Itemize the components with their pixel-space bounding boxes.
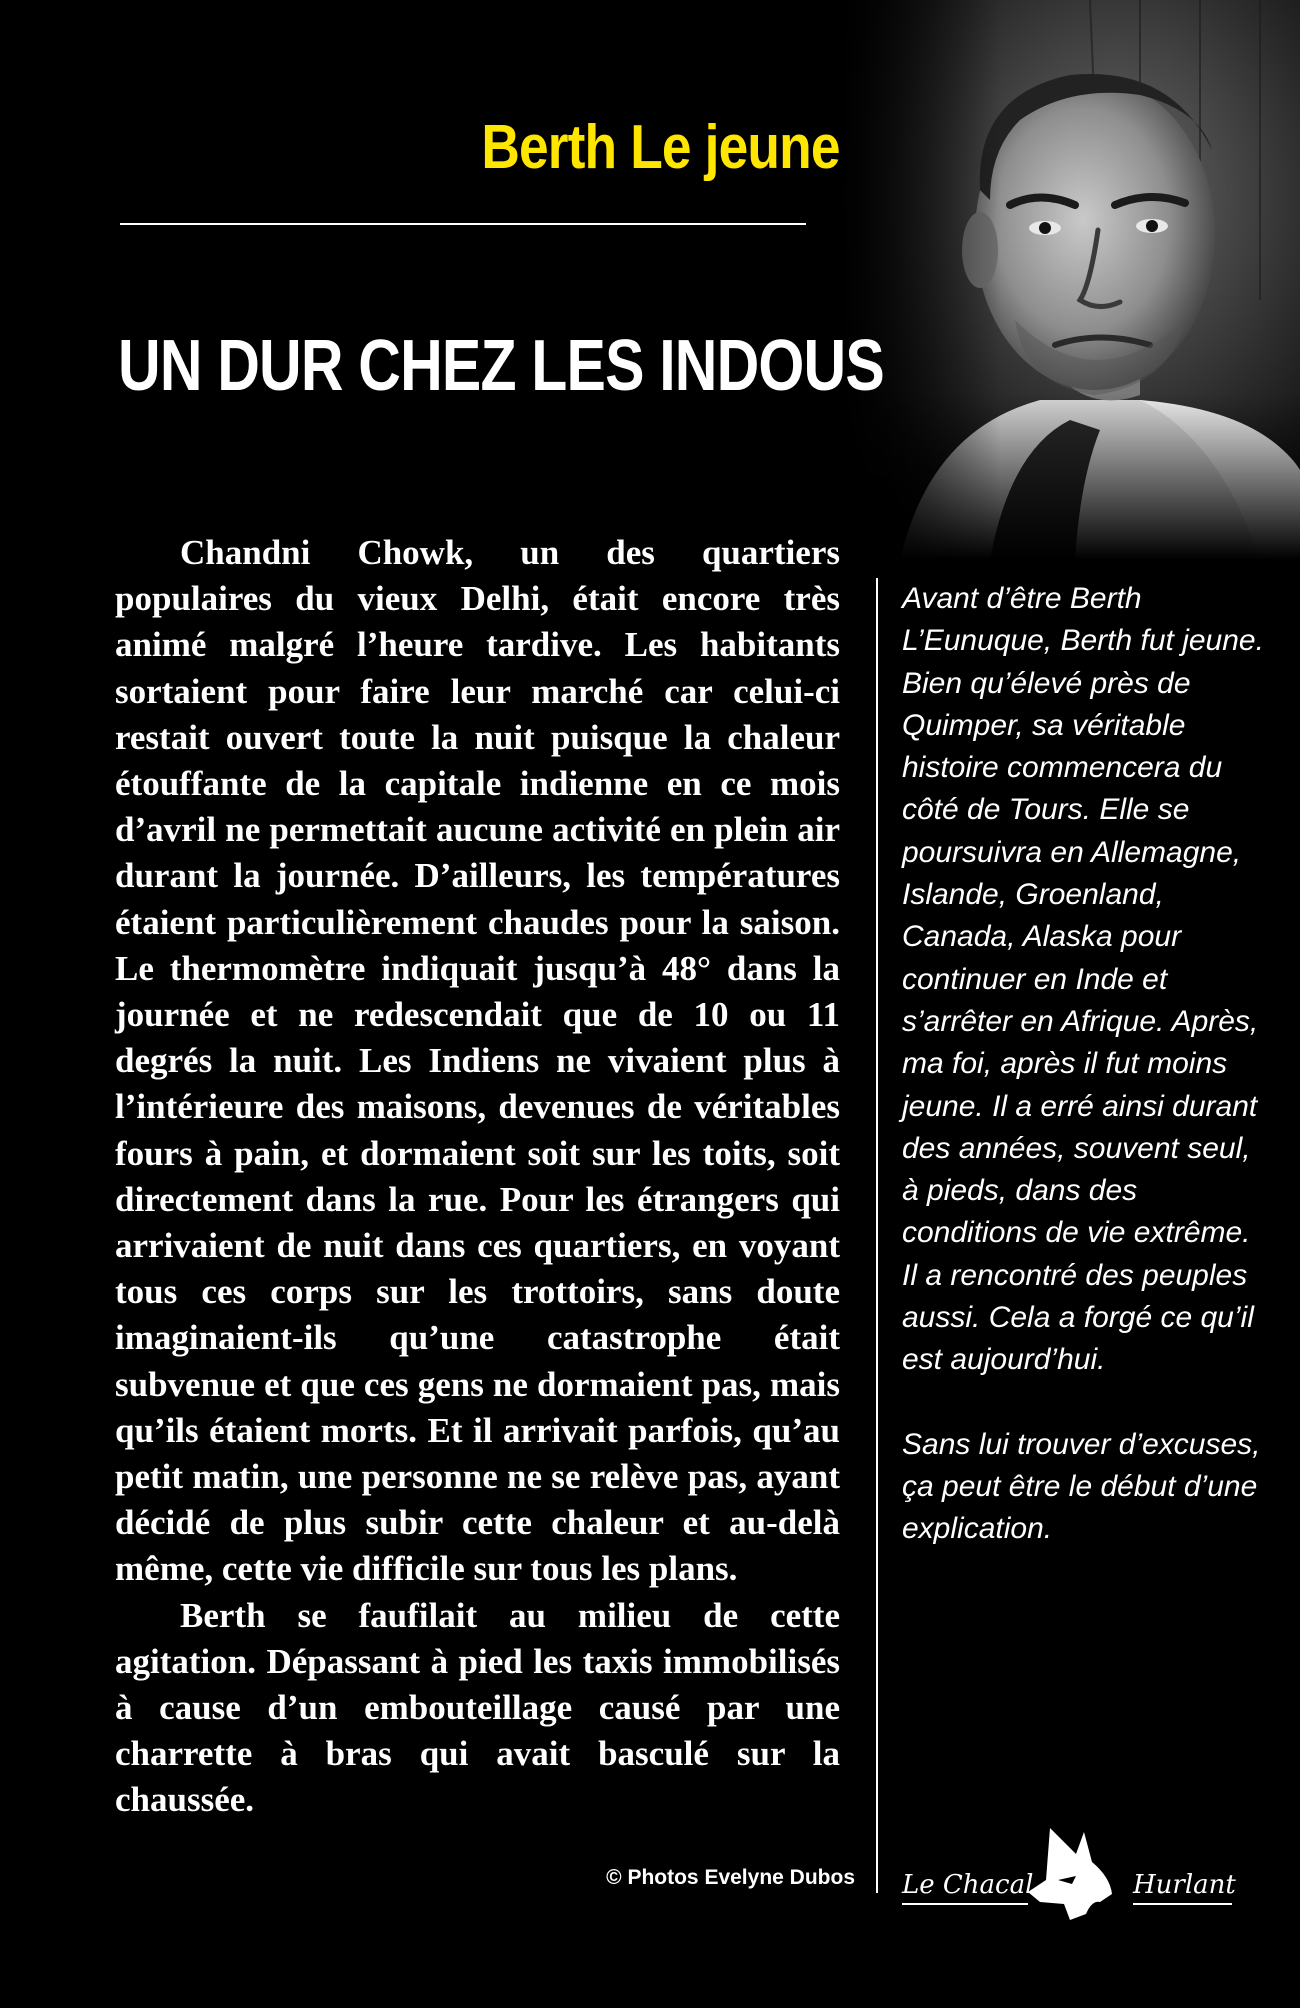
author-bio (902, 578, 1272, 1593)
photo-credit: © Photos Evelyne Dubos (606, 1866, 855, 1889)
publisher-name-left: Le Chacal (902, 1870, 1034, 1900)
bio-paragraph: Sans lui trouver d’excuses, ça peut être le début d’une explication. (902, 1427, 1261, 1546)
excerpt-text (115, 530, 840, 1824)
publisher-logo (900, 1822, 1235, 1922)
author-portrait-photo (840, 0, 1300, 560)
title-divider (120, 223, 806, 225)
bio-paragraph: Avant d’être Berth L’Eunuque, Berth fut jeune. Bien qu’élevé près de Quimper, sa véritable histoire commencera du côté de Tours. Elle se poursuivra en Allemagne, Islande, Groenland, Canada, Alaska pour continuer en Inde et s’arrêter en Afrique. Après, ma foi, après il fut moins jeune. Il a erré ainsi durant des années, souvent seul, à pieds, dans des conditions de vie extrême. Il a rencontré des peuples aussi. Cela a forgé ce qu’il est aujourd’hui. (902, 582, 1264, 1377)
column-divider (876, 578, 878, 1893)
excerpt-paragraph: Chandni Chowk, un des quartiers populaires du vieux Delhi, était encore très animé malgré l’heure tardive. Les habitants sortaient pour faire leur marché car celui-ci restait ouvert toute la nuit puisque la chaleur étouffante de la capitale indienne en ce mois d’avril ne permettait aucune activité en plein air durant la journée. D’ailleurs, les températures étaient particulièrement chaudes pour la saison. Le thermomètre indiquait jusqu’à 48° dans la journée et ne redescendait que de 10 ou 11 degrés la nuit. Les Indiens ne vivaient plus à l’intérieure des maisons, devenues de véritables fours à pain, et dormaient soit sur les toits, soit directement dans la rue. Pour les étrangers qui arrivaient de nuit dans ces quartiers, en voyant tous ces corps sur les trottoirs, sans doute imaginaient-ils qu’une catastrophe était subvenue et que ces gens ne dormaient pas, mais qu’ils étaient morts. Et il arrivait parfois, qu’au petit matin, une personne ne se relève pas, ayant décidé de plus subir cette chaleur et au-delà même, cette vie difficile sur tous les plans. (115, 533, 840, 1589)
excerpt-paragraph: Berth se faufilait au milieu de cette agitation. Dépassant à pied les taxis immobilisés à cause d’un embouteillage causé par une charrette à bras qui avait basculé sur la chaussée. (115, 1595, 840, 1820)
author-name: Berth Le jeune (481, 113, 840, 182)
publisher-name-right: Hurlant (1133, 1870, 1236, 1900)
jackal-head-icon (900, 1822, 1235, 1922)
book-title: UN DUR CHEZ LES INDOUS (118, 326, 884, 406)
